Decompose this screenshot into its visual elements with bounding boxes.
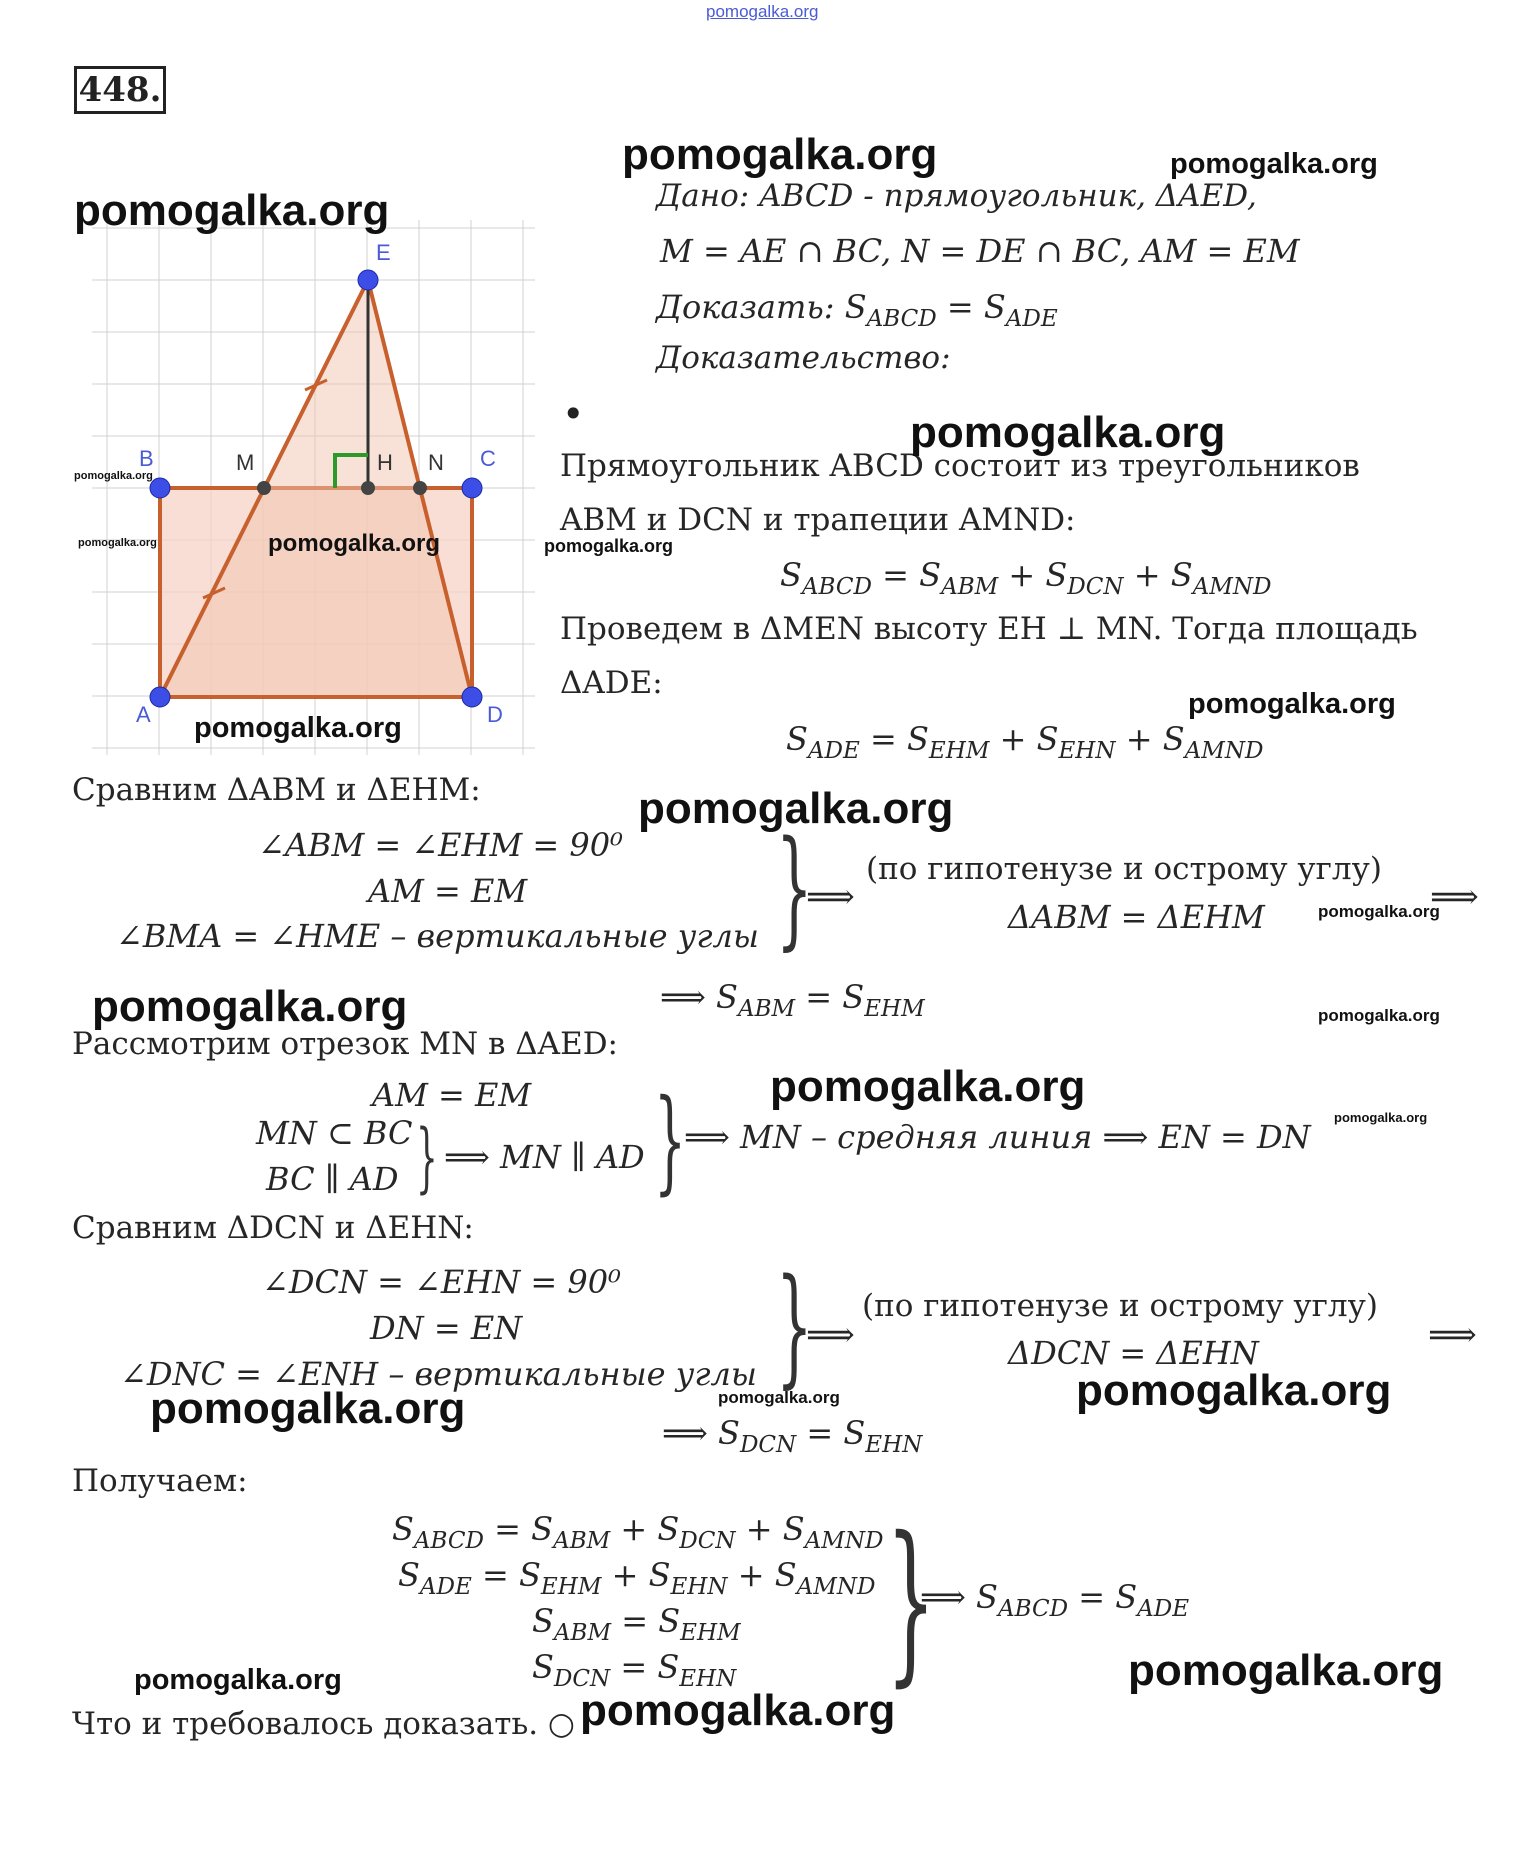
compare2-cond1: ∠DCN = ∠EHN = 90⁰ — [262, 1263, 621, 1301]
brace: } — [776, 1252, 813, 1401]
watermark: pomogalka.org — [74, 186, 390, 235]
given-line-4: Доказательство: — [656, 340, 951, 376]
prove-label: Доказать: — [656, 288, 835, 326]
segment-inner: ⟹ MN ∥ AD — [444, 1138, 645, 1176]
watermark: pomogalka.org — [74, 470, 153, 482]
watermark: pomogalka.org — [910, 408, 1226, 457]
brace: } — [776, 814, 813, 963]
qed-text: Что и требовалось доказать. ○ — [72, 1706, 575, 1742]
watermark: pomogalka.org — [1076, 1366, 1392, 1415]
proof-formula-1: $S_{ABCD} = S_{ABM} + S_{DCN} + S_{AMND}$ — [780, 556, 1272, 601]
brace: } — [416, 1112, 438, 1201]
proof-text-1: Прямоугольник ABCD состоит из треугольников — [560, 448, 1360, 484]
geometry-figure — [90, 215, 540, 760]
point-h — [361, 481, 375, 495]
site-link[interactable]: pomogalka.org — [706, 2, 819, 21]
proof-text-3: Проведем в ΔMEN высоту EH ⊥ MN. Тогда площадь — [560, 611, 1418, 647]
watermark: pomogalka.org — [544, 536, 674, 556]
watermark: pomogalka.org — [1188, 688, 1396, 720]
final-line-2: $S_{ADE} = S_{EHM} + S_{EHN} + S_{AMND}$ — [398, 1556, 876, 1601]
compare2-heading: Сравним ΔDCN и ΔEHN: — [72, 1210, 474, 1246]
watermark: pomogalka.org — [268, 530, 441, 557]
segment-result: ⟹ MN – средняя линия ⟹ EN = DN — [684, 1118, 1311, 1156]
given-line-2: M = AE ∩ BC, N = DE ∩ BC, AM = EM — [660, 232, 1300, 270]
segment-heading: Рассмотрим отрезок MN в ΔAED: — [72, 1026, 618, 1062]
compare1-cond2: AM = EM — [368, 872, 528, 910]
watermark: pomogalka.org — [1170, 148, 1378, 180]
proof-formula-2: $S_{ADE} = S_{EHM} + S_{EHN} + S_{AMND}$ — [786, 720, 1264, 765]
compare2-conclusion: ⟹ $S_{DCN} = S_{EHN}$ — [662, 1414, 923, 1459]
point-n — [413, 481, 427, 495]
watermark: pomogalka.org — [580, 1686, 896, 1735]
watermark: pomogalka.org — [718, 1388, 840, 1407]
watermark: pomogalka.org — [1318, 1006, 1440, 1025]
implies-arrow: ⟹ — [1428, 1315, 1477, 1355]
point-d — [462, 687, 482, 707]
proof-text-4: ΔADE: — [560, 665, 663, 701]
given-line-3: Доказать: $S_{ABCD} = S_{ADE}$ — [656, 288, 1058, 333]
compare2-reason: (по гипотенузе и острому углу) — [862, 1288, 1378, 1324]
compare1-heading: Сравним ΔABM и ΔEHM: — [72, 772, 481, 808]
watermark: pomogalka.org — [1318, 902, 1440, 921]
watermark: pomogalka.org — [78, 537, 157, 549]
final-line-3: $S_{ABM} = S_{EHM}$ — [532, 1602, 741, 1647]
segment-cond2: MN ⊂ BC — [256, 1114, 413, 1152]
compare1-reason: (по гипотенузе и острому углу) — [866, 851, 1382, 887]
label-a: A — [136, 702, 151, 727]
final-line-4: $S_{DCN} = S_{EHN}$ — [532, 1648, 737, 1693]
watermark: pomogalka.org — [1128, 1646, 1444, 1695]
final-result: ⟹ $S_{ABCD} = S_{ADE}$ — [920, 1578, 1190, 1623]
segment-cond3: BC ∥ AD — [266, 1160, 399, 1198]
watermark: pomogalka.org — [622, 130, 938, 179]
compare1-cond1: ∠ABM = ∠EHM = 90⁰ — [258, 826, 623, 864]
problem-number: 448. — [74, 66, 166, 114]
compare2-cond2: DN = EN — [370, 1309, 523, 1347]
point-e — [358, 270, 378, 290]
label-c: C — [480, 446, 496, 471]
proof-text-2: ABM и DCN и трапеции AMND: — [560, 502, 1076, 538]
bullet: • — [562, 392, 585, 436]
implies-arrow: ⟹ — [806, 877, 855, 917]
label-m: M — [236, 450, 255, 475]
point-a — [150, 687, 170, 707]
compare1-conclusion: ⟹ $S_{ABM} = S_{EHM}$ — [660, 978, 925, 1023]
watermark: pomogalka.org — [194, 712, 402, 744]
label-n: N — [428, 450, 444, 475]
compare2-result: ΔDCN = ΔEHN — [1008, 1334, 1259, 1372]
watermark: pomogalka.org — [770, 1062, 1086, 1111]
final-line-1: $S_{ABCD} = S_{ABM} + S_{DCN} + S_{AMND}$ — [392, 1510, 884, 1555]
watermark: pomogalka.org — [1334, 1110, 1428, 1125]
point-b — [150, 478, 170, 498]
point-c — [462, 478, 482, 498]
segment-cond1: AM = EM — [372, 1076, 532, 1114]
label-e: E — [376, 240, 391, 265]
label-h: H — [377, 450, 393, 475]
watermark: pomogalka.org — [638, 784, 954, 833]
watermark: pomogalka.org — [92, 982, 408, 1031]
compare1-result: ΔABM = ΔEHM — [1008, 898, 1265, 936]
watermark: pomogalka.org — [150, 1384, 466, 1433]
implies-arrow: ⟹ — [1430, 877, 1479, 917]
given-line-1: Дано: ABCD - прямоугольник, ΔAED, — [656, 178, 1257, 214]
final-heading: Получаем: — [72, 1463, 248, 1499]
label-d: D — [487, 702, 503, 727]
compare1-cond3: ∠BMA = ∠HME – вертикальные углы — [116, 917, 759, 955]
implies-arrow: ⟹ — [806, 1315, 855, 1355]
compare2-cond3: ∠DNC = ∠ENH – вертикальные углы — [120, 1355, 757, 1393]
brace: } — [654, 1076, 687, 1206]
label-b: B — [139, 446, 154, 471]
brace: } — [886, 1500, 936, 1703]
watermark: pomogalka.org — [134, 1664, 342, 1696]
point-m — [257, 481, 271, 495]
